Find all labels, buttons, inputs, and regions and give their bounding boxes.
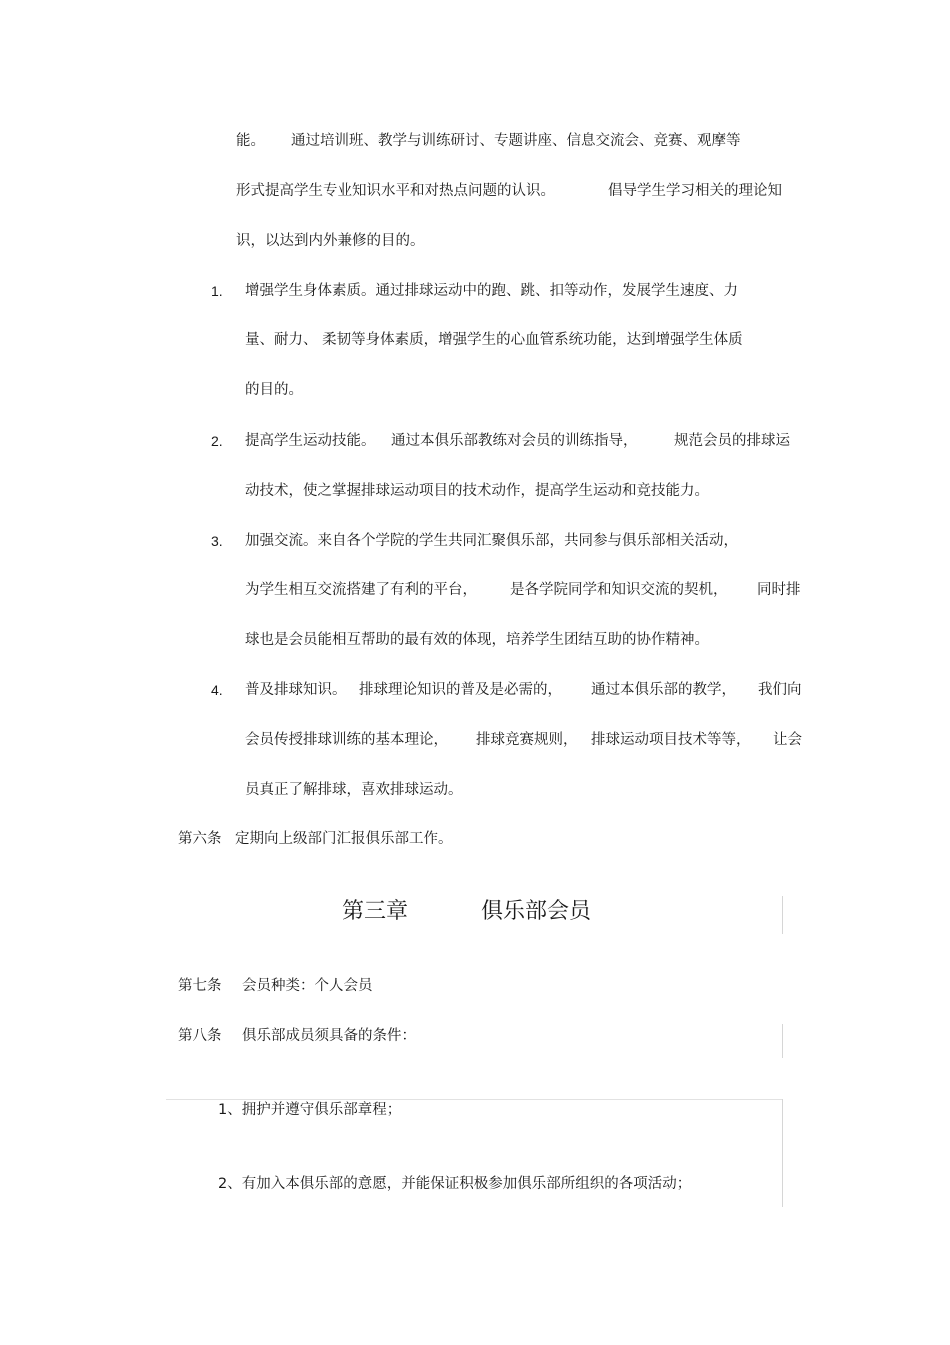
chapter-title: 俱乐部会员 bbox=[481, 899, 592, 924]
item-4-line-3: 员真正了解排球，喜欢排球运动。 bbox=[245, 782, 463, 798]
article-7-label: 第七条 bbox=[178, 978, 222, 994]
item-4-line-2d: 让会 bbox=[773, 732, 802, 748]
intro-line-2a: 形式提高学生专业知识水平和对热点问题的认识。 bbox=[236, 183, 555, 199]
item-1-line-2: 量、耐力、 柔韧等身体素质，增强学生的心血管系统功能，达到增强学生体质 bbox=[245, 332, 743, 348]
item-4-line-2c: 排球运动项目技术等等， bbox=[591, 732, 751, 748]
item-4-line-1d: 我们向 bbox=[758, 682, 802, 698]
article-6-label: 第六条 bbox=[178, 831, 222, 847]
article-6-text: 定期向上级部门汇报俱乐部工作。 bbox=[235, 831, 453, 847]
item-3-line-2b: 是各学院同学和知识交流的契机， bbox=[510, 582, 728, 598]
conditions-side-rule bbox=[782, 1099, 783, 1207]
item-2-line-1a: 提高学生运动技能。 bbox=[245, 433, 376, 449]
item-2-line-1c: 规范会员的排球运 bbox=[674, 433, 790, 449]
item-1-line-1: 增强学生身体素质。通过排球运动中的跑、跳、扣等动作，发展学生速度、力 bbox=[245, 283, 738, 299]
article-8-label: 第八条 bbox=[178, 1028, 222, 1044]
article-8-side-rule bbox=[782, 1024, 783, 1058]
item-2-line-1b: 通过本俱乐部教练对会员的训练指导， bbox=[391, 433, 638, 449]
item-4-line-2b: 排球竞赛规则， bbox=[476, 732, 578, 748]
intro-line-1a: 能。 bbox=[236, 133, 265, 149]
item-1-number: 1. bbox=[211, 283, 223, 299]
item-4-line-1a: 普及排球知识。 bbox=[245, 682, 347, 698]
intro-line-3: 识，以达到内外兼修的目的。 bbox=[236, 233, 425, 249]
item-1-line-3: 的目的。 bbox=[245, 382, 303, 398]
article-7-text: 会员种类：个人会员 bbox=[242, 978, 373, 994]
item-3-line-2a: 为学生相互交流搭建了有利的平台， bbox=[245, 582, 477, 598]
item-2-number: 2. bbox=[211, 433, 223, 449]
item-3-line-3: 球也是会员能相互帮助的最有效的体现，培养学生团结互助的协作精神。 bbox=[245, 632, 709, 648]
item-4-number: 4. bbox=[211, 682, 223, 698]
item-3-line-2c: 同时排 bbox=[757, 582, 801, 598]
condition-1: 1、拥护并遵守俱乐部章程； bbox=[218, 1102, 402, 1118]
item-3-number: 3. bbox=[211, 533, 223, 549]
article-8-text: 俱乐部成员须具备的条件： bbox=[242, 1028, 416, 1044]
item-4-line-1b: 排球理论知识的普及是必需的， bbox=[359, 682, 562, 698]
intro-line-2b: 倡导学生学习相关的理论知 bbox=[608, 183, 782, 199]
item-3-line-1: 加强交流。来自各个学院的学生共同汇聚俱乐部，共同参与俱乐部相关活动， bbox=[245, 533, 738, 549]
item-4-line-1c: 通过本俱乐部的教学， bbox=[591, 682, 736, 698]
condition-2: 2、有加入本俱乐部的意愿，并能保证积极参加俱乐部所组织的各项活动； bbox=[218, 1176, 692, 1192]
chapter-number: 第三章 bbox=[342, 899, 409, 924]
intro-line-1b: 通过培训班、教学与训练研讨、专题讲座、信息交流会、竞赛、观摩等 bbox=[291, 133, 741, 149]
item-4-line-2a: 会员传授排球训练的基本理论， bbox=[245, 732, 448, 748]
item-2-line-2: 动技术，使之掌握排球运动项目的技术动作，提高学生运动和竞技能力。 bbox=[245, 483, 709, 499]
chapter-side-rule bbox=[782, 896, 783, 934]
